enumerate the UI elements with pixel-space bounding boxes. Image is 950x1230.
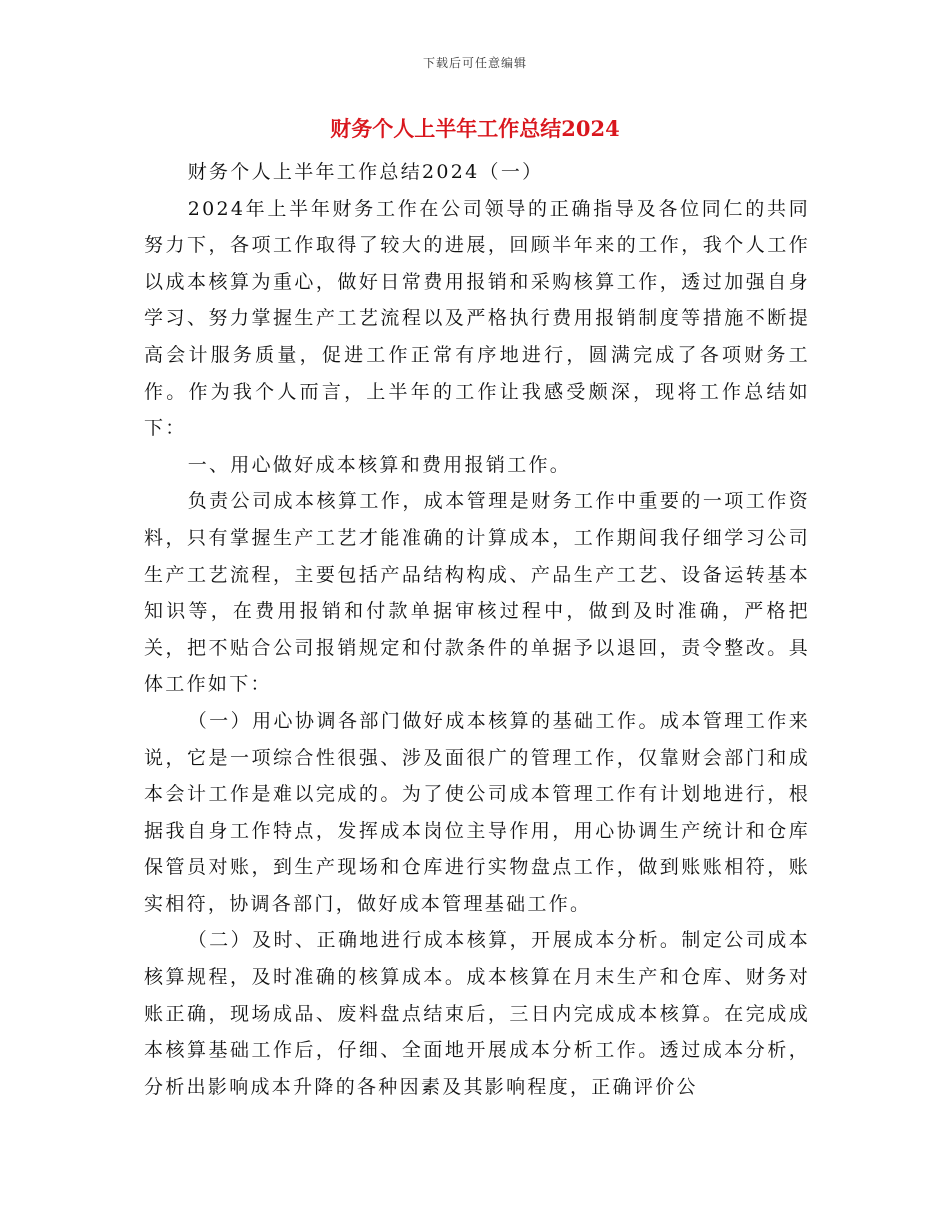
paragraph: 负责公司成本核算工作，成本管理是财务工作中重要的一项工作资料，只有掌握生产工艺才能准确的计算成本，工作期间我仔细学习公司生产工艺流程，主要包括产品结构构成、产品生产工艺、设备运转基本知识等，在费用报销和付款单据审核过程中，做到及时准确，严格把关，把不贴合公司报销规定和付款条件的单据予以退回，责令整改。具体工作如下： <box>144 490 810 696</box>
section-heading: 一、用心做好成本核算和费用报销工作。 <box>187 453 572 476</box>
document-title: 财务个人上半年工作总结2024 <box>330 116 620 141</box>
paragraph-subtitle: 财务个人上半年工作总结2024（一） <box>187 161 544 183</box>
paragraph: 2024年上半年财务工作在公司领导的正确指导及各位同仁的共同努力下，各项工作取得了较大的进展，回顾半年来的工作，我个人工作以成本核算为重心，做好日常费用报销和采购核算工作，透过加强自身学习、努力掌握生产工艺流程以及严格执行费用报销制度等措施不断提高会计服务质量，促进工作正常有序地进行，圆满完成了各项财务工作。作为我个人而言，上半年的工作让我感受颇深，现将工作总结如下： <box>144 197 810 440</box>
header-note: 下载后可任意编辑 <box>422 56 527 70</box>
paragraph: （二）及时、正确地进行成本核算，开展成本分析。制定公司成本核算规程，及时准确的核算成本。成本核算在月末生产和仓库、财务对账正确，现场成品、废料盘点结束后，三日内完成成本核算。在完成成本核算基础工作后，仔细、全面地开展成本分析工作。透过成本分析，分析出影响成本升降的各种因素及其影响程度，正确评价公 <box>144 929 810 1098</box>
paragraph: （一）用心协调各部门做好成本核算的基础工作。成本管理工作来说，它是一项综合性很强、涉及面很广的管理工作，仅靠财会部门和成本会计工作是难以完成的。为了使公司成本管理工作有计划地进行，根据我自身工作特点，发挥成本岗位主导作用，用心协调生产统计和仓库保管员对账，到生产现场和仓库进行实物盘点工作，做到账账相符，账实相符，协调各部门，做好成本管理基础工作。 <box>144 709 810 915</box>
document-body <box>144 154 810 1105</box>
